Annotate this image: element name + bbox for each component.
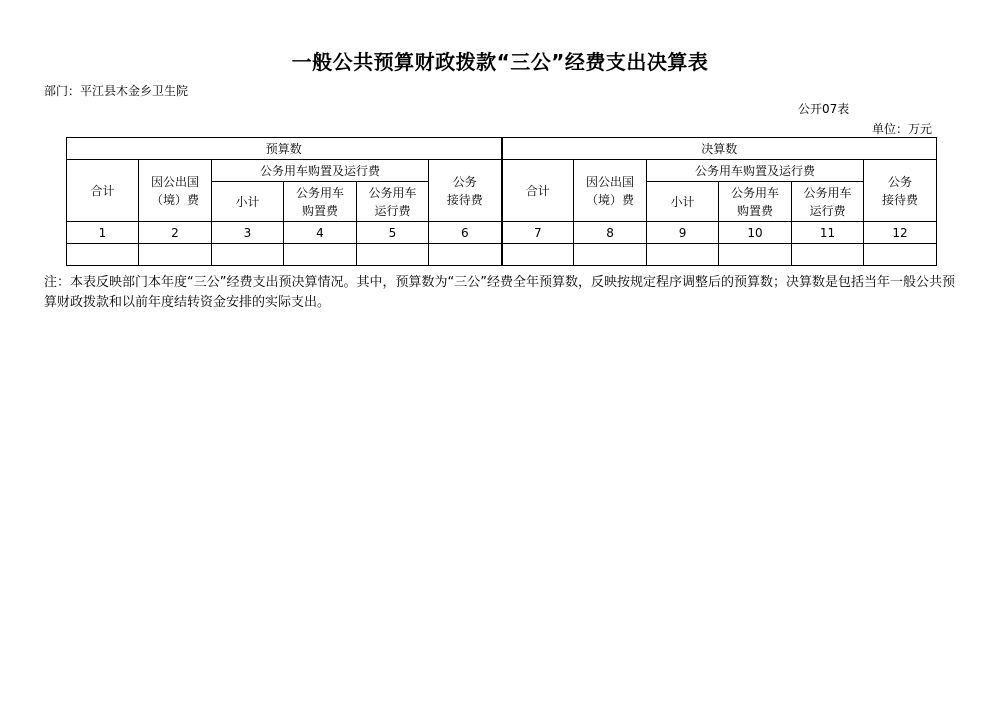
department-label: 部门：平江县木金乡卫生院 [44,84,189,98]
final-total-header: 合计 [502,160,574,222]
budget-total-header: 合计 [67,160,139,222]
data-row [67,244,937,266]
final-reception-line2: 接待费 [882,192,919,207]
final-abroad-line2: （境）费 [586,192,635,207]
budget-abroad-header [139,160,212,222]
column-number: 7 [502,222,574,244]
column-number: 5 [357,222,429,244]
value-cell [139,244,212,266]
budget-abroad-line2: （境）费 [150,192,199,207]
final-subtotal-header: 小计 [647,182,719,222]
value-cell [212,244,284,266]
final-group-header: 决算数 [502,138,937,160]
budget-purchase-line2: 购置费 [301,203,338,218]
budget-reception-header [429,160,502,222]
value-cell [429,244,502,266]
budget-purchase-header [284,182,357,222]
final-purchase-line2: 购置费 [737,203,774,218]
value-cell [357,244,429,266]
budget-vehicle-group-header: 公务用车购置及运行费 [212,160,429,182]
value-cell [67,244,139,266]
budget-abroad-line1: 因公出国 [150,174,199,189]
value-cell [647,244,719,266]
value-cell [864,244,937,266]
final-abroad-line1: 因公出国 [586,174,635,189]
final-operation-line2: 运行费 [809,203,846,218]
column-number: 12 [864,222,937,244]
final-operation-header [792,182,864,222]
column-number-row [67,222,937,244]
column-number: 4 [284,222,357,244]
final-purchase-line1: 公务用车 [731,185,780,200]
budget-purchase-line1: 公务用车 [295,185,344,200]
unit-label: 单位：万元 [872,122,933,136]
three-public-expenses-table [66,137,937,266]
budget-reception-line2: 接待费 [446,192,483,207]
column-number: 11 [792,222,864,244]
page-title: 一般公共预算财政拨款“三公”经费支出决算表 [291,50,709,74]
column-number: 8 [574,222,647,244]
final-reception-header [864,160,937,222]
column-number: 1 [67,222,139,244]
final-vehicle-group-header: 公务用车购置及运行费 [647,160,864,182]
budget-subtotal-header: 小计 [212,182,284,222]
column-number: 10 [719,222,792,244]
value-cell [792,244,864,266]
value-cell [502,244,574,266]
budget-operation-header [357,182,429,222]
final-operation-line1: 公务用车 [803,185,852,200]
column-number: 9 [647,222,719,244]
final-abroad-header [574,160,647,222]
column-number: 3 [212,222,284,244]
column-number: 6 [429,222,502,244]
header-row-groups [67,138,937,160]
header-row-columns [67,160,937,182]
budget-group-header: 预算数 [67,138,502,160]
value-cell [284,244,357,266]
budget-reception-line1: 公务 [452,174,477,189]
final-purchase-header [719,182,792,222]
budget-operation-line2: 运行费 [374,203,411,218]
value-cell [719,244,792,266]
final-reception-line1: 公务 [888,174,913,189]
footnote: 注：本表反映部门本年度“三公”经费支出预决算情况。其中，预算数为“三公”经费全年预算数，反映按规定程序调整后的预算数；决算数是包括当年一般公共预算财政拨款和以前年度结转资金安排的实际支出。 [44,275,955,310]
budget-operation-line1: 公务用车 [368,185,417,200]
column-number: 2 [139,222,212,244]
table-number: 公开07表 [798,102,850,116]
value-cell [574,244,647,266]
